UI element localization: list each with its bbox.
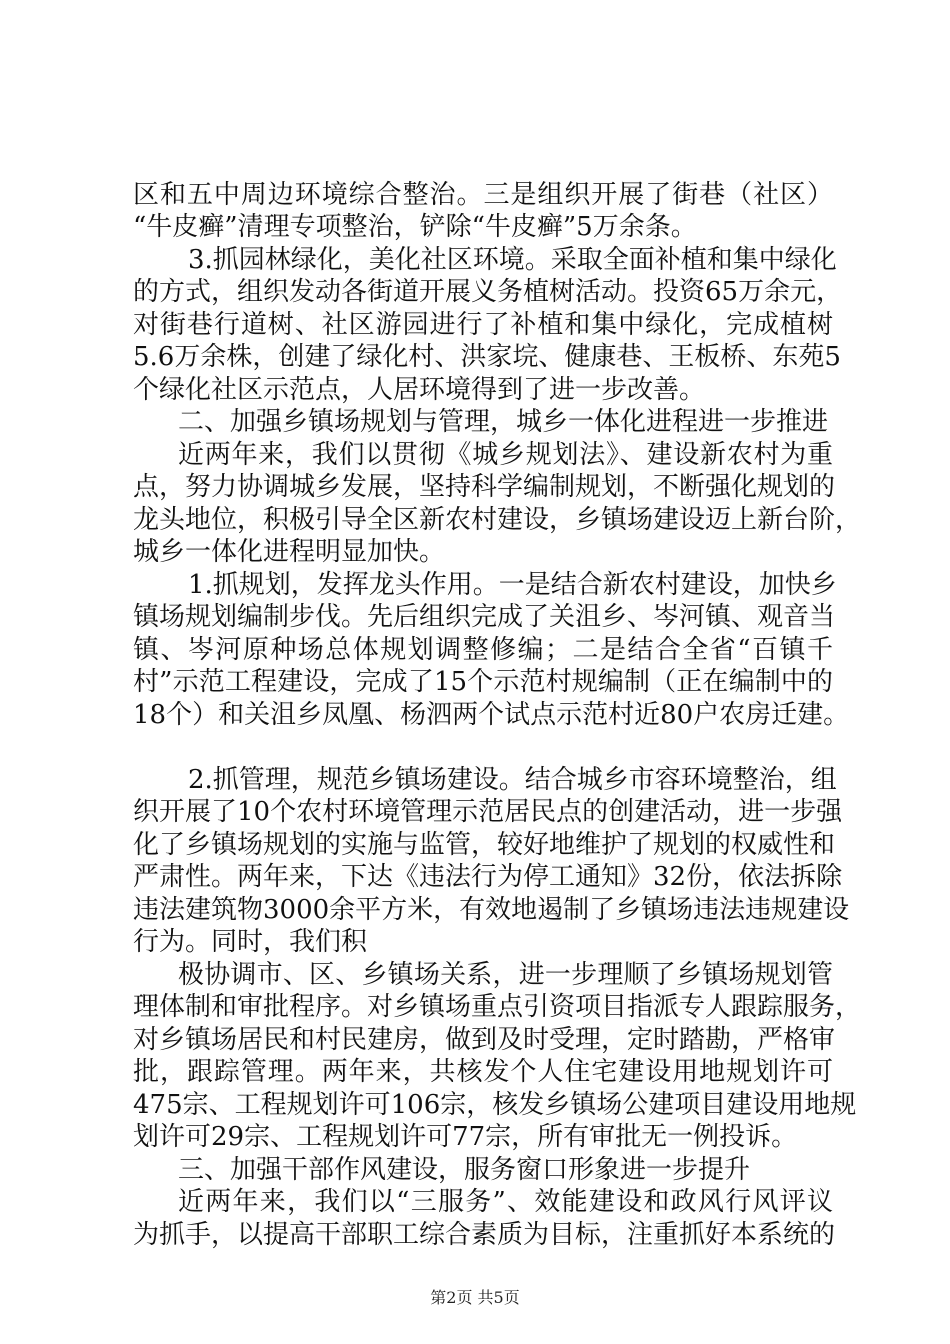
text-line: 理体制和审批程序。对乡镇场重点引资项目指派专人跟踪服务，: [133, 992, 862, 1022]
text-line: 龙头地位，积极引导全区新农村建设，乡镇场建设迈上新台阶，: [133, 505, 862, 535]
text-line: 近两年来，我们以贯彻《城乡规划法》、建设新农村为重: [178, 440, 833, 470]
text-line: 严肃性。两年来，下达《违法行为停工通知》32份，依法拆除: [133, 862, 843, 892]
text-line: 镇、岑河原种场总体规划调整修编；二是结合全省“百镇千: [133, 635, 833, 665]
text-line: 批，跟踪管理。两年来，共核发个人住宅建设用地规划许可: [133, 1057, 833, 1087]
text-line: 行为。同时，我们积: [133, 927, 368, 957]
text-line: 3.抓园林绿化，美化社区环境。采取全面补植和集中绿化: [188, 245, 837, 275]
text-line: 1.抓规划，发挥龙头作用。一是结合新农村建设，加快乡: [188, 570, 837, 600]
text-line: 织开展了10个农村环境管理示范居民点的创建活动，进一步强: [133, 797, 843, 827]
text-line: 城乡一体化进程明显加快。: [133, 537, 446, 567]
text-line: 近两年来，我们以“三服务”、效能建设和政风行风评议: [178, 1187, 833, 1217]
text-line: 化了乡镇场规划的实施与监管，较好地维护了规划的权威性和: [133, 830, 836, 860]
section-heading: 二、加强乡镇场规划与管理，城乡一体化进程进一步推进: [178, 407, 829, 437]
text-line: 475宗、工程规划许可106宗，核发乡镇场公建项目建设用地规: [133, 1090, 857, 1120]
text-line: “牛皮癣”清理专项整治，铲除“牛皮癣”5万余条。: [133, 212, 697, 242]
text-line: 5.6万余株，创建了绿化村、洪家垸、健康巷、王板桥、东苑5: [133, 342, 841, 372]
text-line: 镇场规划编制步伐。先后组织完成了关沮乡、岑河镇、观音当: [133, 602, 836, 632]
text-line: 村”示范工程建设，完成了15个示范村规编制（正在编制中的: [133, 667, 833, 697]
text-line: 18个）和关沮乡凤凰、杨泗两个试点示范村近80户农房迁建。: [133, 700, 850, 730]
text-line: 对街巷行道树、社区游园进行了补植和集中绿化，完成植树: [133, 310, 833, 340]
section-heading: 三、加强干部作风建设，服务窗口形象进一步提升: [178, 1155, 751, 1185]
text-line: 的方式，组织发动各街道开展义务植树活动。投资65万余元，: [133, 277, 843, 307]
text-line: 极协调市、区、乡镇场关系，进一步理顺了乡镇场规划管: [178, 960, 833, 990]
text-line: 点，努力协调城乡发展，坚持科学编制规划，不断强化规划的: [133, 472, 836, 502]
text-line: 区和五中周边环境综合整治。三是组织开展了街巷（社区）: [133, 180, 833, 210]
text-line: 划许可29宗、工程规划许可77宗，所有审批无一例投诉。: [133, 1122, 798, 1152]
text-line: 违法建筑物3000余平方米，有效地遏制了乡镇场违法违规建设: [133, 895, 850, 925]
text-line: 对乡镇场居民和村民建房，做到及时受理，定时踏勘，严格审: [133, 1025, 836, 1055]
text-line: 个绿化社区示范点，人居环境得到了进一步改善。: [133, 375, 706, 405]
page-footer: 第2页 共5页: [430, 1288, 520, 1307]
text-line: 2.抓管理，规范乡镇场建设。结合城乡市容环境整治，组: [188, 765, 837, 795]
text-line: 为抓手，以提高干部职工综合素质为目标，注重抓好本系统的: [133, 1220, 836, 1250]
